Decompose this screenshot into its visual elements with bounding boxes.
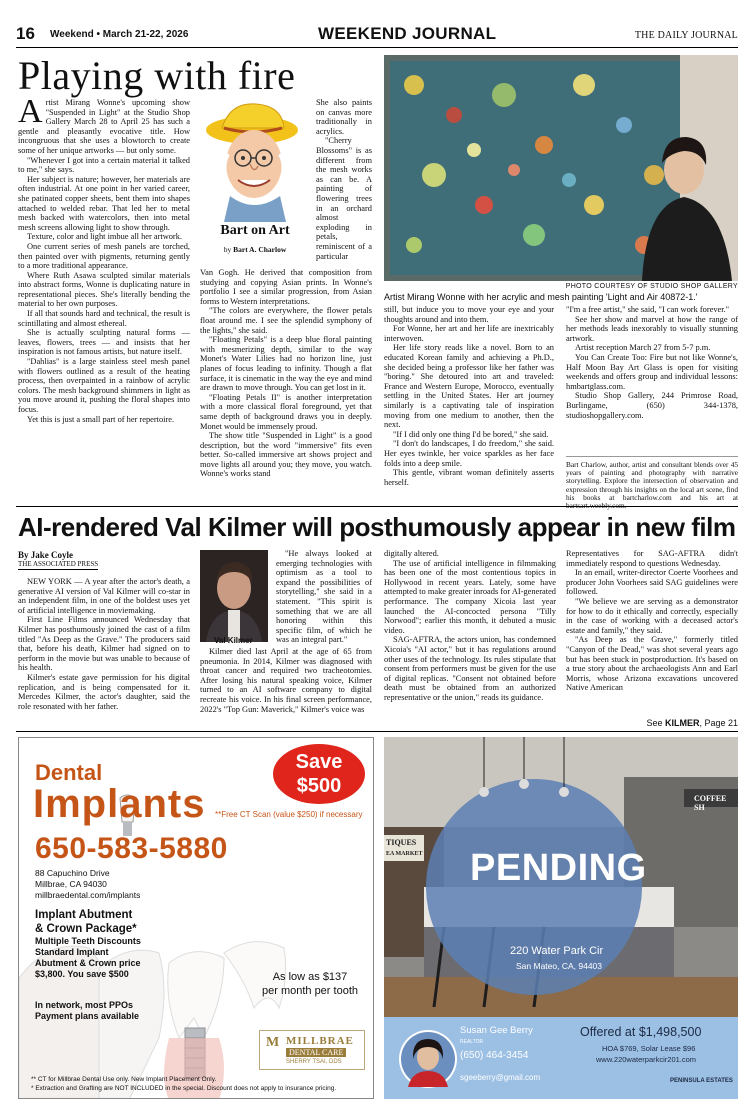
real-estate-ad[interactable] xyxy=(384,737,738,1099)
photo-caption: Val Kilmer xyxy=(214,636,253,645)
coffee-sign: COFFEE SH xyxy=(694,794,727,812)
ad-phone-number[interactable]: 650-583-5880 xyxy=(35,832,228,865)
listing-hoa: HOA $769, Solar Lease $96 xyxy=(602,1044,696,1053)
ad-payment-note: In network, most PPOs Payment plans available xyxy=(35,1000,140,1021)
paragraph: She also paints on canvas more traditionally in acrylics. xyxy=(316,98,372,136)
paragraph: Artist reception March 27 from 5-7 p.m. xyxy=(575,343,711,353)
ad-address: 88 Capuchino Drive Millbrae, CA 94030 millbraedental.com/implants xyxy=(35,868,141,900)
section-name: WEEKEND JOURNAL xyxy=(318,24,497,43)
listing-price: Offered at $1,498,500 xyxy=(580,1025,702,1039)
ad-website-link[interactable]: millbraedental.com/implants xyxy=(35,890,141,900)
paragraph: NEW YORK — A year after the actor's death, a generative AI version of Val Kilmer will co-star in an independent film, in one of the boldest uses yet of artificial intelligence in moviemaking. xyxy=(18,577,190,615)
story2-byline: By Jake Coyle xyxy=(18,550,73,560)
section-divider xyxy=(16,506,738,507)
save-badge: Save $500 xyxy=(273,744,365,804)
page-number: 16 xyxy=(16,24,35,43)
brokerage-logo: PENINSULA ESTATES xyxy=(670,1078,733,1084)
page-header xyxy=(16,22,738,48)
listing-city: San Mateo, CA, 94403 xyxy=(516,961,603,971)
column-byline: by Bart A. Charlow xyxy=(223,245,287,254)
pending-status: PENDING xyxy=(470,847,647,889)
dental-implants-ad[interactable] xyxy=(18,737,374,1099)
paragraph: Yet this is just a small part of her repertoire. xyxy=(27,414,175,424)
paragraph: "I'm a free artist," she said, "I can work forever." xyxy=(566,305,730,314)
agent-name: Susan Gee Berry xyxy=(460,1025,533,1036)
artist-photo xyxy=(384,55,738,281)
paragraph: Her life story reads like a novel. Born to an educated Korean family and achieving a Ph.D., she decided being a professor like her father was "boring." She detoured into art and traveled: France and Western Europe, Morocco, eventually settling in the United States. Her art journey similarly is a captivating tale of inspiration moving from one medium to another, then the next. xyxy=(384,343,554,430)
photo-credit: PHOTO COURTESY OF STUDIO SHOP GALLERY xyxy=(565,283,738,290)
paragraph: "Dahlias" is a large stainless steel mesh panel with flowers outlined as a result of the heating process, then overpainted in a rainbow of acrylic colors. The mesh background shimmers in light as you move around it, pushing the floral shapes into focus. xyxy=(18,357,190,414)
paragraph: See her show and marvel at how the range of her methods leads inexorably to visually stunning artwork. xyxy=(566,314,738,343)
paragraph: Kilmer died last April at the age of 65 from pneumonia. In 2014, Kilmer was diagnosed with throat cancer and required two tracheotomies. After losing his natural speaking voice, Kilmer turned to an AI software company to digital recreate his voice. In his final screen performance, 2022's "Top Gun: Maverick," Kilmer's voice was xyxy=(200,647,372,714)
agent-role: REALTOR xyxy=(460,1039,484,1045)
paragraph: digitally altered. xyxy=(384,549,439,558)
story1-column-1 xyxy=(18,93,190,424)
paragraph: "We believe we are serving as a demonstrator for how to do it ethically and correctly, especially in the case of working with a deceased actor's estate and family," they said. xyxy=(566,596,738,635)
paper-name: THE DAILY JOURNAL xyxy=(634,30,738,41)
bart-on-art-column-logo xyxy=(200,98,310,260)
market-sign: EA MARKET xyxy=(386,851,423,857)
story2-agency: THE ASSOCIATED PRESS xyxy=(18,560,99,568)
antiques-sign: TIQUES xyxy=(386,838,417,847)
free-ct-note: **Free CT Scan (value $250) if necessary xyxy=(215,810,363,819)
paragraph: "Whenever I got into a certain material it talked to me," she says. xyxy=(18,155,190,175)
millbrae-dental-logo: M MILLBRAE DENTAL CARE SHERRY TSAI, DDS xyxy=(259,1030,365,1070)
paragraph: Artist Mirang Wonne's upcoming show "Suspended in Light" at the Studio Shop Gallery March 28 to April 25 has such a gentle and pleasantly evocative title. How incongruous that she uses a blowtorch to create some of her unique artworks — but only some. xyxy=(18,93,190,155)
story1-side-column xyxy=(316,98,372,261)
story1-column-2 xyxy=(200,268,372,479)
paragraph: Texture, color and light imbue all her artwork. xyxy=(27,232,182,242)
paragraph: "He always looked at emerging technologies with optimism as a tool to expand the possibilities of storytelling," she said in a statement. "This spirit is something that we are all honoring within this specific film, of which he was an integral part." xyxy=(276,549,372,645)
paragraph: "Floating Petals" is a deep blue floral painting with mesmerizing depth, similar to the way Monet's Water Lilies had no horizon line, just planes of focus leading to infinity. Though a flat surface, it is cinematic in the way the eye and mind are drawn to move through. You can get lost in it. xyxy=(200,335,372,393)
val-kilmer-photo xyxy=(200,550,268,642)
paragraph: The use of artificial intelligence in filmmaking has been one of the most contentious topics in Hollywood in recent years. Lately, some have attempted to make greater inroads for AI-generated performance. The company Xicoia last year launched the AI-concocted persona "Tilly Norwood"; earlier this month, it debuted a music video. xyxy=(384,558,556,635)
paragraph: This gentle, vibrant woman definitely asserts herself. xyxy=(384,468,554,487)
agent-phone[interactable]: (650) 464-3454 xyxy=(460,1050,529,1061)
story1-column-4 xyxy=(566,305,738,420)
paragraph: Her subject is nature; however, her materials are often industrial. At one point in her varied career, she patinated copper sheets, bent them into shapes attached to welded rebar. That led her to metal mesh backed with watercolors, then into metal mesh screens allowing light to show through. xyxy=(18,174,190,232)
story2-column-3 xyxy=(384,549,556,703)
story2-column-4 xyxy=(566,549,738,693)
paragraph: "As Deep as the Grave," formerly titled "Canyon of the Dead," was shot several years ago but has been stuck in postproduction. It's based on a true story about the archaeologists Ann and Earl Morris, whose Arizona excavations uncovered Native American xyxy=(566,635,738,693)
paragraph: "Cherry Blossoms" is as different from the mesh works as can be. A painting of flowering trees in an orchard almost exploding in petals, reminiscent of a particular xyxy=(316,136,372,261)
paragraph: One current series of mesh panels are torched, then painted over with pigments, returning gently to a more traditional appearance. xyxy=(18,241,190,271)
author-bio: Bart Charlow, author, artist and consultant blends over 45 years of painting and photography with narrative storytelling. Explore the intersection of observation and expression through his insights on the local art scene, find his books at bartcharlow.com and his art at bartsart.weebly.com. xyxy=(566,456,738,510)
jump-link[interactable]: See KILMER, Page 21 xyxy=(646,718,738,728)
ad-headline-dental: Dental xyxy=(35,760,103,785)
ad-headline-implants: Implants xyxy=(33,782,206,826)
listing-website[interactable]: www.220waterparkcir201.com xyxy=(596,1055,697,1064)
ad-monthly-price: As low as $137 per month per tooth xyxy=(261,971,358,997)
story1-headline: Playing with fire xyxy=(18,53,296,98)
paragraph: She is actually sculpting natural forms — leaves, flowers, trees — and insists that her inspiration is not famous artists, but nature itself. xyxy=(18,328,190,357)
story1-column-3 xyxy=(384,305,554,487)
paragraph: For Wonne, her art and her life are inextricably interwoven. xyxy=(384,324,554,343)
agent-email[interactable]: sgeeberry@gmail.com xyxy=(460,1073,541,1082)
story2-column-1 xyxy=(18,577,190,711)
photo-caption: Artist Mirang Wonne with her acrylic and mesh painting 'Light and Air 40872-1.' xyxy=(384,292,698,302)
columnist-caricature-image xyxy=(200,98,310,223)
paragraph: If all that sounds hard and technical, the result is scintillating and almost ethereal. xyxy=(18,309,190,328)
logo-mark-icon: M xyxy=(266,1035,280,1050)
ad-offer: Implant Abutment & Crown Package* Multiple Teeth Discounts Standard Implant Abutment & Crown price $3,800. You save $500 xyxy=(35,909,141,979)
paragraph: Where Ruth Asawa sculpted similar materials into abstract forms, Wonne is duplicating nature in representational pieces. She's literally bending the material to her own purposes. xyxy=(18,270,190,309)
paragraph: "Floating Petals II" is another interpretation with a more classical floral foreground, yet that same depth of background draws you in deeply. Monet would be immensely proud. xyxy=(200,392,372,431)
paragraph: You Can Create Too: Fire but not like Wonne's, Half Moon Bay Art Glass is open for visiting weekends and offers group and individual lessons: hmbartglass.com. xyxy=(566,352,738,391)
paragraph: Van Gogh. He derived that composition from studying and copying Asian prints. In Wonne's portfolio I see a similar progression, from Asian forms to Western interpretations. xyxy=(200,268,372,306)
story2-column-2 xyxy=(276,549,372,645)
paragraph: Studio Shop Gallery, 244 Primrose Road, Burlingame, (650) 344-1378, studioshopgallery.com. xyxy=(566,391,738,420)
paragraph: "The colors are everywhere, the flower petals float around me. I see the splendid symphony of the lights," she said. xyxy=(200,306,372,335)
story2-headline: AI-rendered Val Kilmer will posthumously appear in new film xyxy=(18,512,736,542)
story2-column-2b xyxy=(200,647,372,714)
column-label: Bart on Art xyxy=(220,223,290,238)
section-divider xyxy=(16,731,738,732)
agent-avatar xyxy=(398,1029,458,1089)
paragraph: First Line Films announced Wednesday that Kilmer has posthumously joined the cast of a film titled "As Deep as the Grave." The producers said that, before his death, Kilmer had signed on to perform in the movie but was unable to because of his health. xyxy=(18,615,190,673)
paragraph: In an email, writer-director Coerte Voorhees and producer John Voorhees said SAG guidelines were followed. xyxy=(566,568,738,597)
paragraph: Kilmer's estate gave permission for his digital replication, and is being compensated for it. Mercedes Kilmer, the actor's daughter, said the role resonated with her father. xyxy=(18,672,190,711)
paragraph: Representatives for SAG-AFTRA didn't immediately respond to questions Wednesday. xyxy=(566,549,738,568)
paragraph: SAG-AFTRA, the actors union, has condemned Xicoia's "AI actor," but it has regulations around other uses of the technology. Its rules stipulate that consent from performers must be given for the use of digital replicas. "Consent not obtained before death must be obtained from an authorized representative or the union," reads its guidance. xyxy=(384,635,556,702)
paragraph: "I don't do landscapes, I do freedom," she said. Her eyes twinkle, her voice sparkles as her face folds into a deep smile. xyxy=(384,439,554,468)
issue-date: Weekend • March 21-22, 2026 xyxy=(50,29,189,40)
ad-fine-print: ** CT for Millbrae Dental Use only. New Implant Placement Only. * Extraction and Grafting are NOT INCLUDED in the special. Discount does not apply to insurance pricing. xyxy=(31,1076,337,1092)
paragraph: still, but induce you to move your eye and your thoughts around and into them. xyxy=(384,305,554,324)
paragraph: The show title "Suspended in Light" is a good description, but the word "immersive" fits even better. So-called immersive art shows project and move lights all around you; they move, you watch. Wonne's works stand xyxy=(200,431,372,479)
listing-street: 220 Water Park Cir xyxy=(510,945,604,957)
paragraph: "If I did only one thing I'd be bored," she said. xyxy=(393,429,549,439)
